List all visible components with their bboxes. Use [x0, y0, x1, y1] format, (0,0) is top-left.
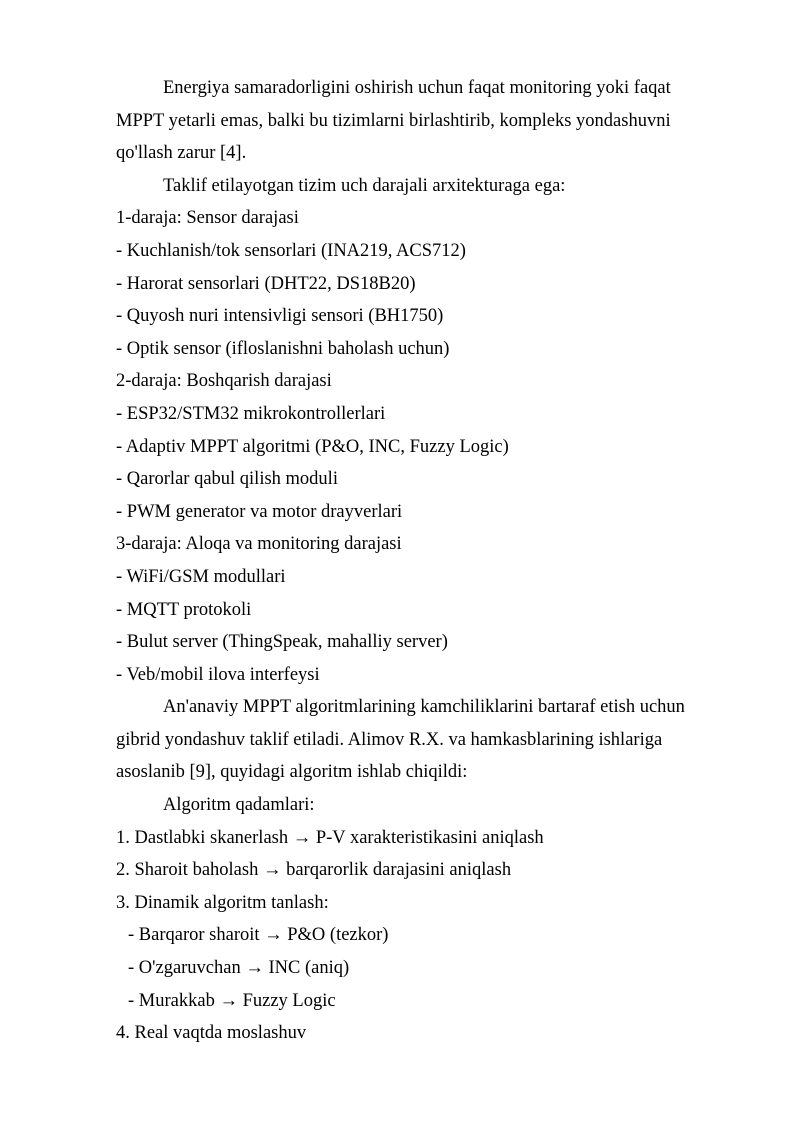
step-item: 1. Dastlabki skanerlash → P-V xarakteristikasini aniqlash — [116, 827, 544, 848]
list-item: - Harorat sensorlari (DHT22, DS18B20) — [116, 273, 416, 294]
list-item: - PWM generator va motor drayverlari — [116, 501, 403, 522]
architecture-list — [116, 202, 722, 691]
list-item: - Quyosh nuri intensivligi sensori (BH1750) — [116, 306, 444, 327]
intro-paragraph: Energiya samaradorligini oshirish uchun faqat monitoring yoki faqat MPPT yetarli emas, balki bu tizimlarni birlashtirib, kompleks yondashuvni qo'llash zarur [4]. — [116, 78, 671, 164]
step-item: 3. Dinamik algoritm tanlash: — [116, 892, 329, 913]
step-item: 2. Sharoit baholash → barqarorlik darajasini aniqlash — [116, 860, 512, 881]
level-heading: 2-daraja: Boshqarish darajasi — [116, 371, 332, 392]
list-item: - Adaptiv MPPT algoritmi (P&O, INC, Fuzzy Logic) — [116, 436, 509, 457]
substep-item: - O'zgaruvchan → INC (aniq) — [128, 958, 350, 979]
substep-item: - Barqaror sharoit → P&O (tezkor) — [128, 925, 389, 946]
list-item: - MQTT protokoli — [116, 599, 252, 620]
list-item: - Kuchlanish/tok sensorlari (INA219, ACS712) — [116, 240, 466, 261]
architecture-intro: Taklif etilayotgan tizim uch darajali arxitekturaga ega: — [163, 175, 566, 196]
substep-item: - Murakkab → Fuzzy Logic — [128, 990, 336, 1011]
list-item: - Optik sensor (ifloslanishni baholash uchun) — [116, 338, 450, 359]
step-item: 4. Real vaqtda moslashuv — [116, 1023, 307, 1044]
list-item: - WiFi/GSM modullari — [116, 566, 286, 587]
list-item: - Veb/mobil ilova interfeysi — [116, 664, 320, 685]
algorithm-steps — [116, 822, 722, 1050]
list-item: - Qarorlar qabul qilish moduli — [116, 469, 338, 490]
level-heading: 3-daraja: Aloqa va monitoring darajasi — [116, 534, 402, 555]
list-item: - Bulut server (ThingSpeak, mahalliy server) — [116, 632, 448, 653]
level-heading: 1-daraja: Sensor darajasi — [116, 208, 299, 229]
hybrid-paragraph: An'anaviy MPPT algoritmlarining kamchiliklarini bartaraf etish uchun gibrid yondashuv taklif etiladi. Alimov R.X. va hamkasblarining ishlariga asoslanib [9], quyidagi algoritm ishlab chiqildi: — [116, 697, 685, 783]
list-item: - ESP32/STM32 mikrokontrollerlari — [116, 403, 386, 424]
document-body — [116, 72, 722, 1050]
steps-heading: Algoritm qadamlari: — [163, 795, 315, 816]
